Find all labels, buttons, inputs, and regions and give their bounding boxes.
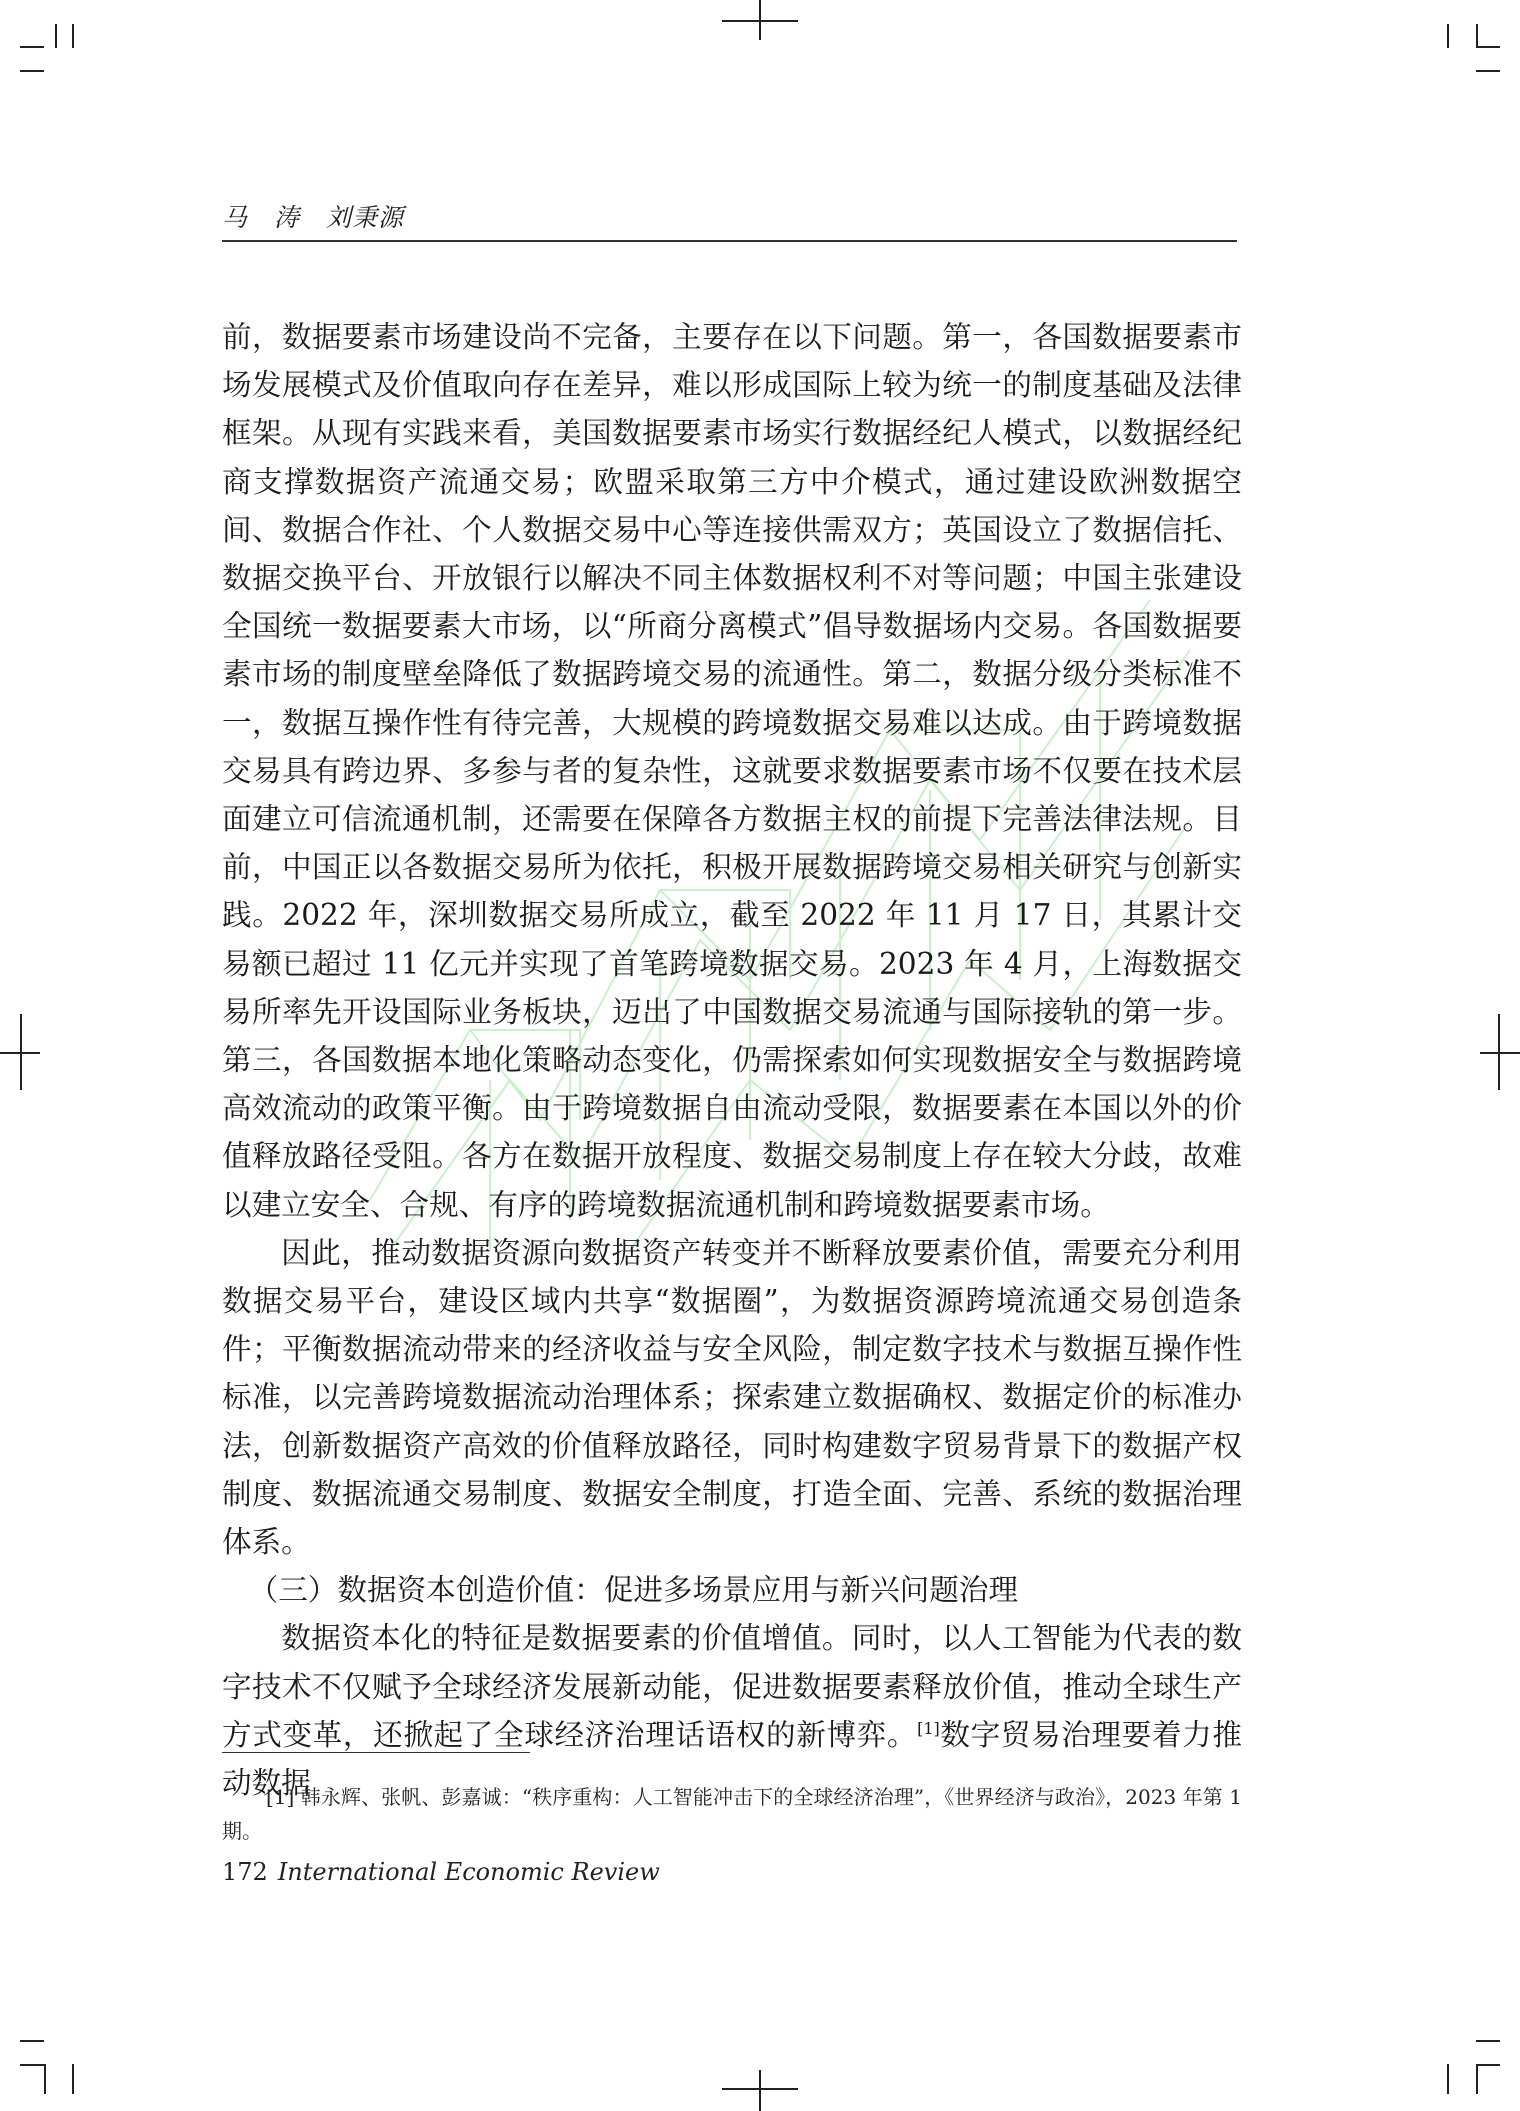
paragraph-last-tail: 数字贸易治理要着力推动数据: [222, 1717, 1243, 1801]
header-rule: [222, 240, 1237, 242]
section-heading: （三）数据资本创造价值：促进多场景应用与新兴问题治理: [248, 1573, 1019, 1608]
journal-name: International Economic Review: [277, 1858, 660, 1886]
body-text: [222, 313, 1242, 1807]
paragraph: 因此，推动数据资源向数据资产转变并不断释放要素价值，需要充分利用数据交易平台，建设区域内共享“数据圈”，为数据资源跨境流通交易创造条件；平衡数据流动带来的经济收益与安全风险，制定数字技术与数据互操作性标准，以完善跨境数据流动治理体系；探索建立数据确权、数据定价的标准办法，创新数据资产高效的价值释放路径，同时构建数字贸易背景下的数据产权制度、数据流通交易制度、数据安全制度，打造全面、完善、系统的数据治理体系。: [222, 1235, 1242, 1560]
running-head-authors: 马 涛 刘秉源: [222, 203, 405, 232]
page-number: 172: [222, 1858, 268, 1886]
footnote-rule: [222, 1752, 530, 1753]
paragraph-last: [222, 1614, 1242, 1807]
paragraph-last-text: 数据资本化的特征是数据要素的价值增值。同时，以人工智能为代表的数字技术不仅赋予全球经济发展新动能，促进数据要素释放价值，推动全球生产方式变革，还掀起了全球经济治理话语权的新博弈。: [222, 1621, 1242, 1752]
footnote-reference: [1]: [917, 1718, 940, 1738]
footnote: [222, 1780, 1242, 1848]
page-footer: [222, 1858, 660, 1886]
paragraph-continued: 前，数据要素市场建设尚不完备，主要存在以下问题。第一，各国数据要素市场发展模式及价值取向存在差异，难以形成国际上较为统一的制度基础及法律框架。从现有实践来看，美国数据要素市场实行数据经纪人模式，以数据经纪商支撑数据资产流通交易；欧盟采取第三方中介模式，通过建设欧洲数据空间、数据合作社、个人数据交易中心等连接供需双方；英国设立了数据信托、数据交换平台、开放银行以解决不同主体数据权利不对等问题；中国主张建设全国统一数据要素大市场，以“所商分离模式”倡导数据场内交易。各国数据要素市场的制度壁垒降低了数据跨境交易的流通性。第二，数据分级分类标准不一，数据互操作性有待完善，大规模的跨境数据交易难以达成。由于跨境数据交易具有跨边界、多参与者的复杂性，这就要求数据要素市场不仅要在技术层面建立可信流通机制，还需要在保障各方数据主权的前提下完善法律法规。目前，中国正以各数据交易所为依托，积极开展数据跨境交易相关研究与创新实践。2022 年，深圳数据交易所成立，截至 2022 年 11 月 17 日，其累计交易额已超过 11 亿元并实现了首笔跨境数据交易。2023 年 4 月，上海数据交易所率先开设国际业务板块，迈出了中国数据交易流通与国际接轨的第一步。第三，各国数据本地化策略动态变化，仍需探索如何实现数据安全与数据跨境高效流动的政策平衡。由于跨境数据自由流动受限，数据要素在本国以外的价值释放路径受阻。各方在数据开放程度、数据交易制度上存在较大分歧，故难以建立安全、合规、有序的跨境数据流通机制和跨境数据要素市场。: [222, 320, 1242, 1222]
footnote-text: [1] 韩永辉、张帆、彭嘉诚：“秩序重构：人工智能冲击下的全球经济治理”，《世界经济与政治》，2023 年第 1 期。: [222, 1785, 1242, 1843]
